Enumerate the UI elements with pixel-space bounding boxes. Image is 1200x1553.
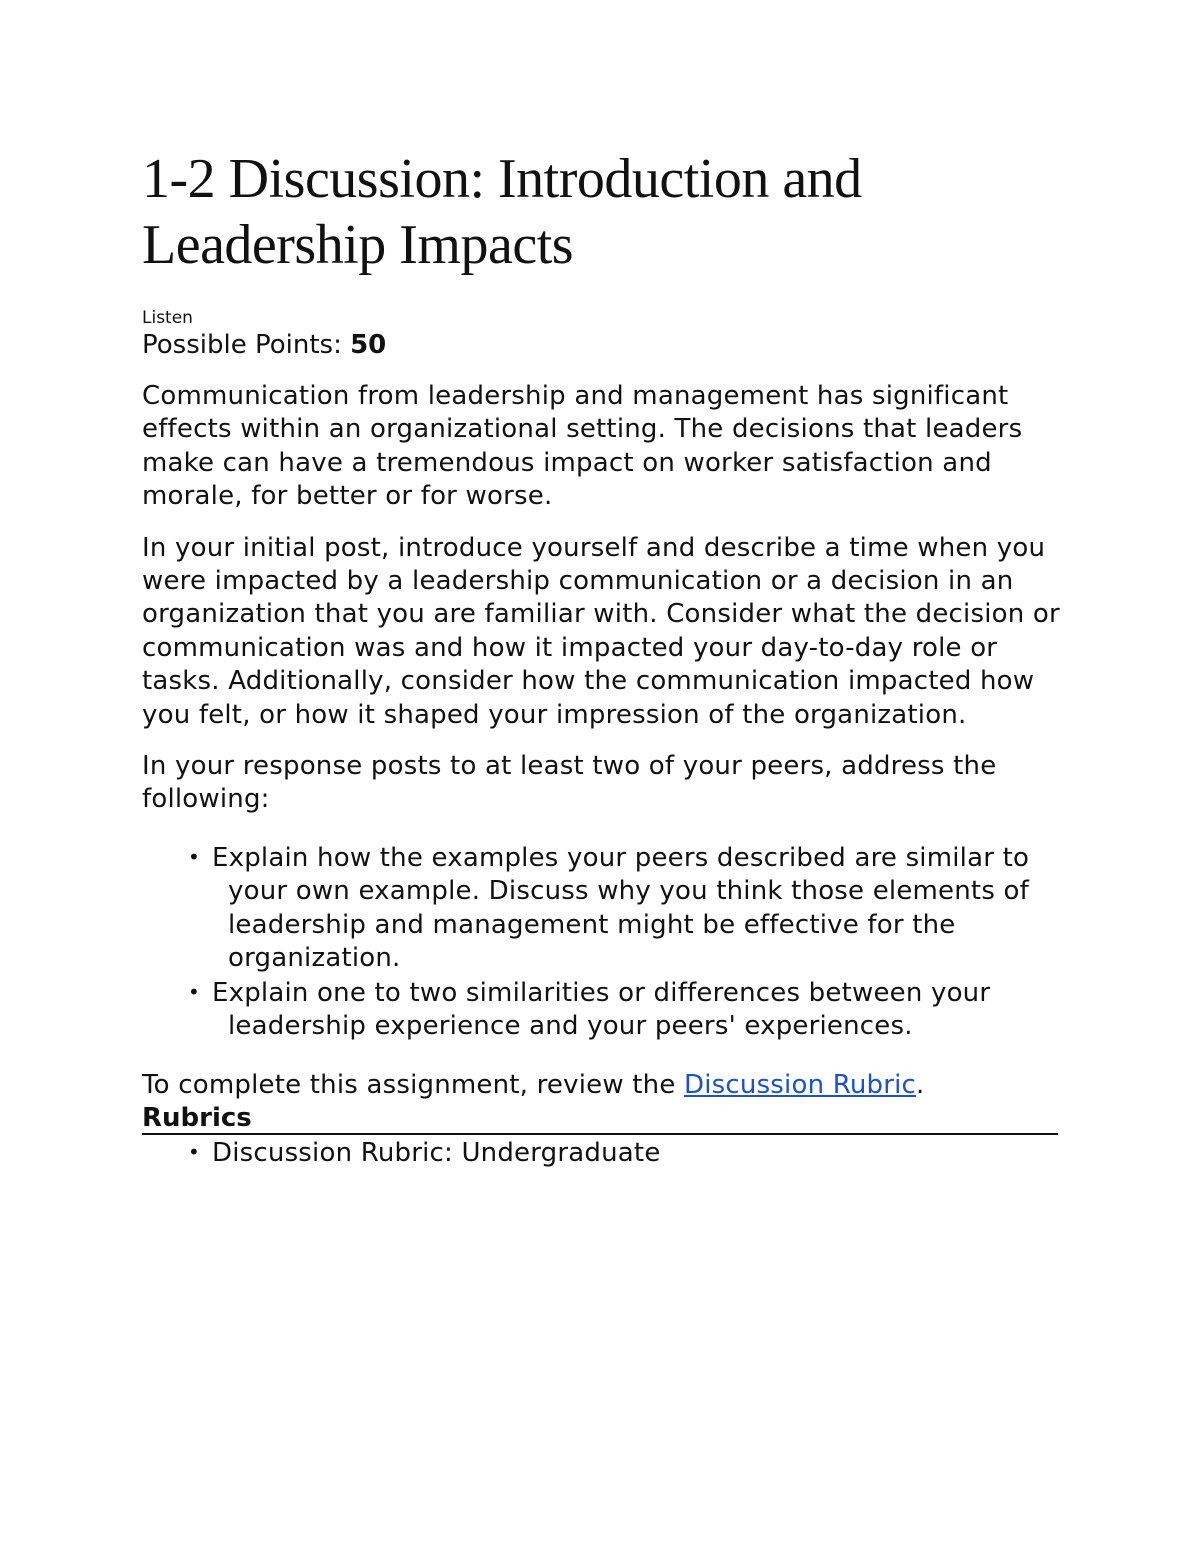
- intro-paragraph: Communication from leadership and management has significant effects within an organizational setting. The decisions that leaders make can have a tremendous impact on worker satisfaction and morale, for better or for worse.: [142, 381, 1023, 512]
- completion-suffix: .: [916, 1070, 925, 1101]
- initial-post-paragraph: In your initial post, introduce yourself and describe a time when you were impacted by a leadership communication or a decision in an organization that you are familiar with. Consider what the decision or communication was and how it impacted your day-to-day role or tasks. Additionally, consider how the communication impacted how you felt, or how it shaped your impression of the organization.: [142, 532, 1060, 730]
- possible-points-label: Possible Points:: [142, 330, 342, 360]
- completion-prefix: To complete this assignment, review the: [142, 1070, 684, 1101]
- response-requirements-list: [142, 841, 1062, 1043]
- list-item: [188, 841, 1062, 976]
- rubrics-heading: Rubrics: [142, 1103, 1058, 1135]
- discussion-rubric-link[interactable]: Discussion Rubric: [684, 1070, 917, 1101]
- bullet-icon: •: [188, 844, 200, 869]
- page-title: 1-2 Discussion: Introduction and Leadership Impacts: [142, 148, 862, 276]
- rubrics-list: [142, 1135, 1062, 1170]
- possible-points: [142, 328, 1062, 362]
- list-item-text: Explain how the examples your peers described are similar to your own example. Discuss why you think those elements of leadership and management might be effective for the organization.: [212, 842, 1030, 974]
- rubric-item-label: Discussion Rubric: Undergraduate: [212, 1137, 661, 1168]
- bullet-icon: •: [188, 979, 200, 1004]
- list-item-text: Explain one to two similarities or differences between your leadership experience and your peers' experiences.: [212, 977, 991, 1041]
- listen-button[interactable]: Listen: [142, 308, 193, 328]
- response-posts-paragraph: In your response posts to at least two of your peers, address the following:: [142, 751, 997, 815]
- completion-paragraph: [142, 1069, 1062, 1102]
- bullet-icon: •: [188, 1139, 200, 1164]
- rubric-item[interactable]: [188, 1135, 1062, 1170]
- list-item: [188, 976, 1062, 1044]
- possible-points-value: 50: [350, 330, 387, 360]
- document-page: [142, 146, 1062, 1170]
